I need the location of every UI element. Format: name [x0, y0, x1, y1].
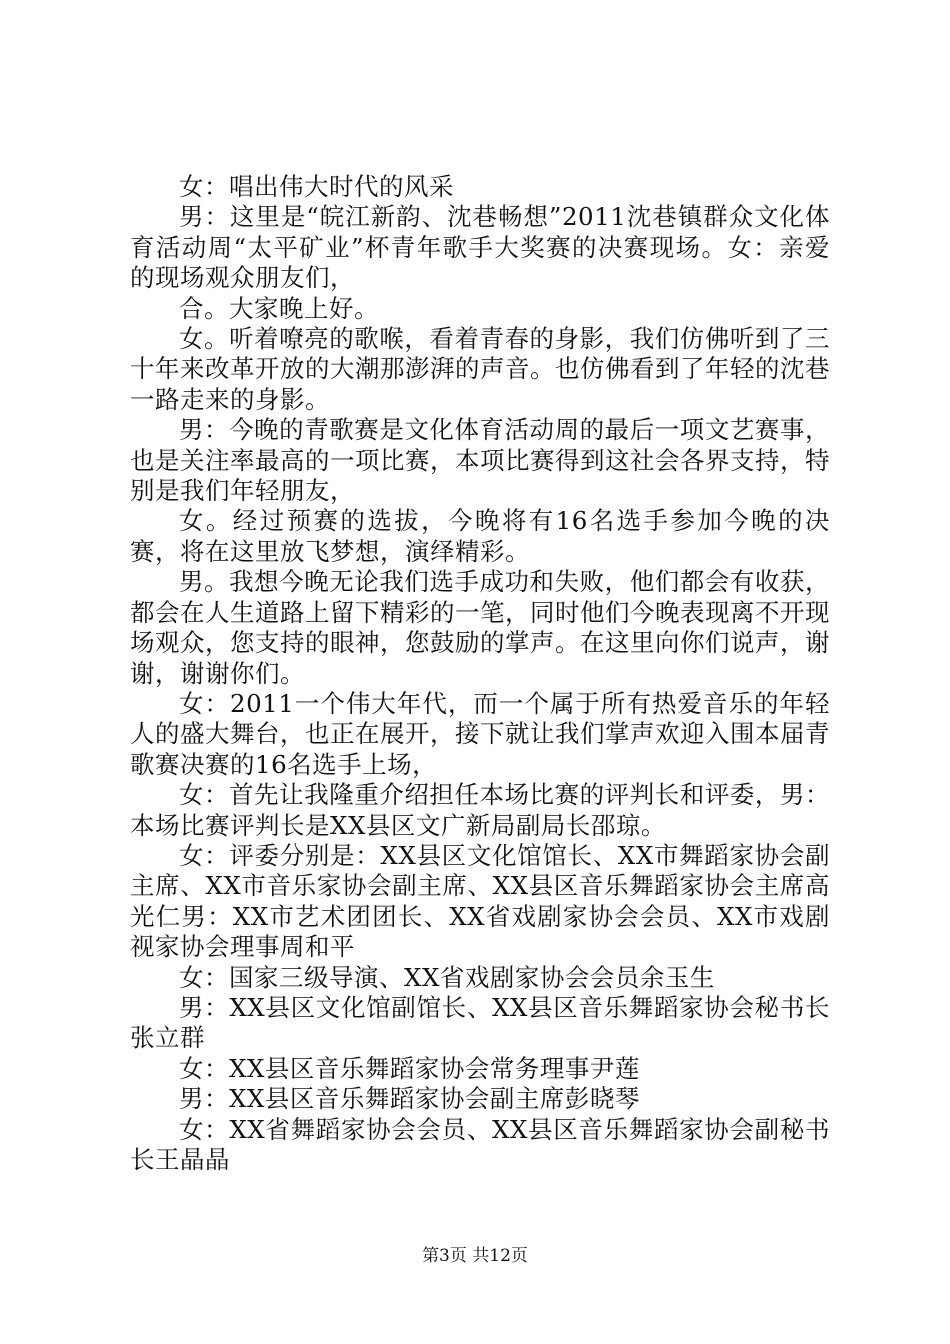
paragraph: 合。大家晚上好。 — [179, 293, 379, 323]
paragraph: 女：XX省舞蹈家协会会员、XX县区音乐舞蹈家协会副秘书长王晶晶 — [130, 1114, 830, 1174]
paragraph: 女：2011一个伟大年代，而一个属于所有热爱音乐的年轻人的盛大舞台，也正在展开，接下就让我们掌声欢迎入围本届青歌赛决赛的16名选手上场， — [130, 688, 830, 779]
paragraph: 女：首先让我隆重介绍担任本场比赛的评判长和评委，男：本场比赛评判长是XX县区文广新局副局长邵琼。 — [130, 780, 830, 840]
paragraph: 女。听着嘹亮的歌喉，看着青春的身影，我们仿佛听到了三十年来改革开放的大潮那澎湃的声音。也仿佛看到了年轻的沈巷一路走来的身影。 — [130, 324, 830, 414]
document-body — [130, 172, 830, 1175]
paragraph: 男：今晚的青歌赛是文化体育活动周的最后一项文艺赛事，也是关注率最高的一项比赛，本项比赛得到这社会各界支持，特别是我们年轻朋友， — [130, 415, 830, 506]
paragraph: 女：唱出伟大时代的风采 — [179, 172, 454, 201]
paragraph: 女：XX县区音乐舞蹈家协会常务理事尹莲 — [179, 1053, 640, 1083]
paragraph: 女：国家三级导演、XX省戏剧家协会会员余玉生 — [179, 962, 715, 992]
paragraph: 男。我想今晚无论我们选手成功和失败，他们都会有收获，都会在人生道路上留下精彩的一笔，同时他们今晚表现离不开现场观众，您支持的眼神，您鼓励的掌声。在这里向你们说声，谢谢，谢谢你们。 — [130, 567, 830, 688]
paragraph: 男：XX县区音乐舞蹈家协会副主席彭晓琴 — [179, 1084, 640, 1114]
paragraph: 男：这里是“皖江新韵、沈巷畅想”2011沈巷镇群众文化体育活动周“太平矿业”杯青年歌手大奖赛的决赛现场。女：亲爱的现场观众朋友们， — [130, 202, 830, 293]
paragraph: 女。经过预赛的选拔，今晚将有16名选手参加今晚的决赛，将在这里放飞梦想，演绎精彩。 — [130, 506, 830, 566]
paragraph: 男：XX县区文化馆副馆长、XX县区音乐舞蹈家协会秘书长张立群 — [130, 992, 830, 1053]
page-number-footer: 第3页 共12页 — [422, 1246, 528, 1266]
paragraph: 女：评委分别是：XX县区文化馆馆长、XX市舞蹈家协会副主席、XX市音乐家协会副主席、XX县区音乐舞蹈家协会主席高光仁男：XX市艺术团团长、XX省戏剧家协会会员、XX市戏剧视家协会理事周和平 — [130, 840, 830, 962]
